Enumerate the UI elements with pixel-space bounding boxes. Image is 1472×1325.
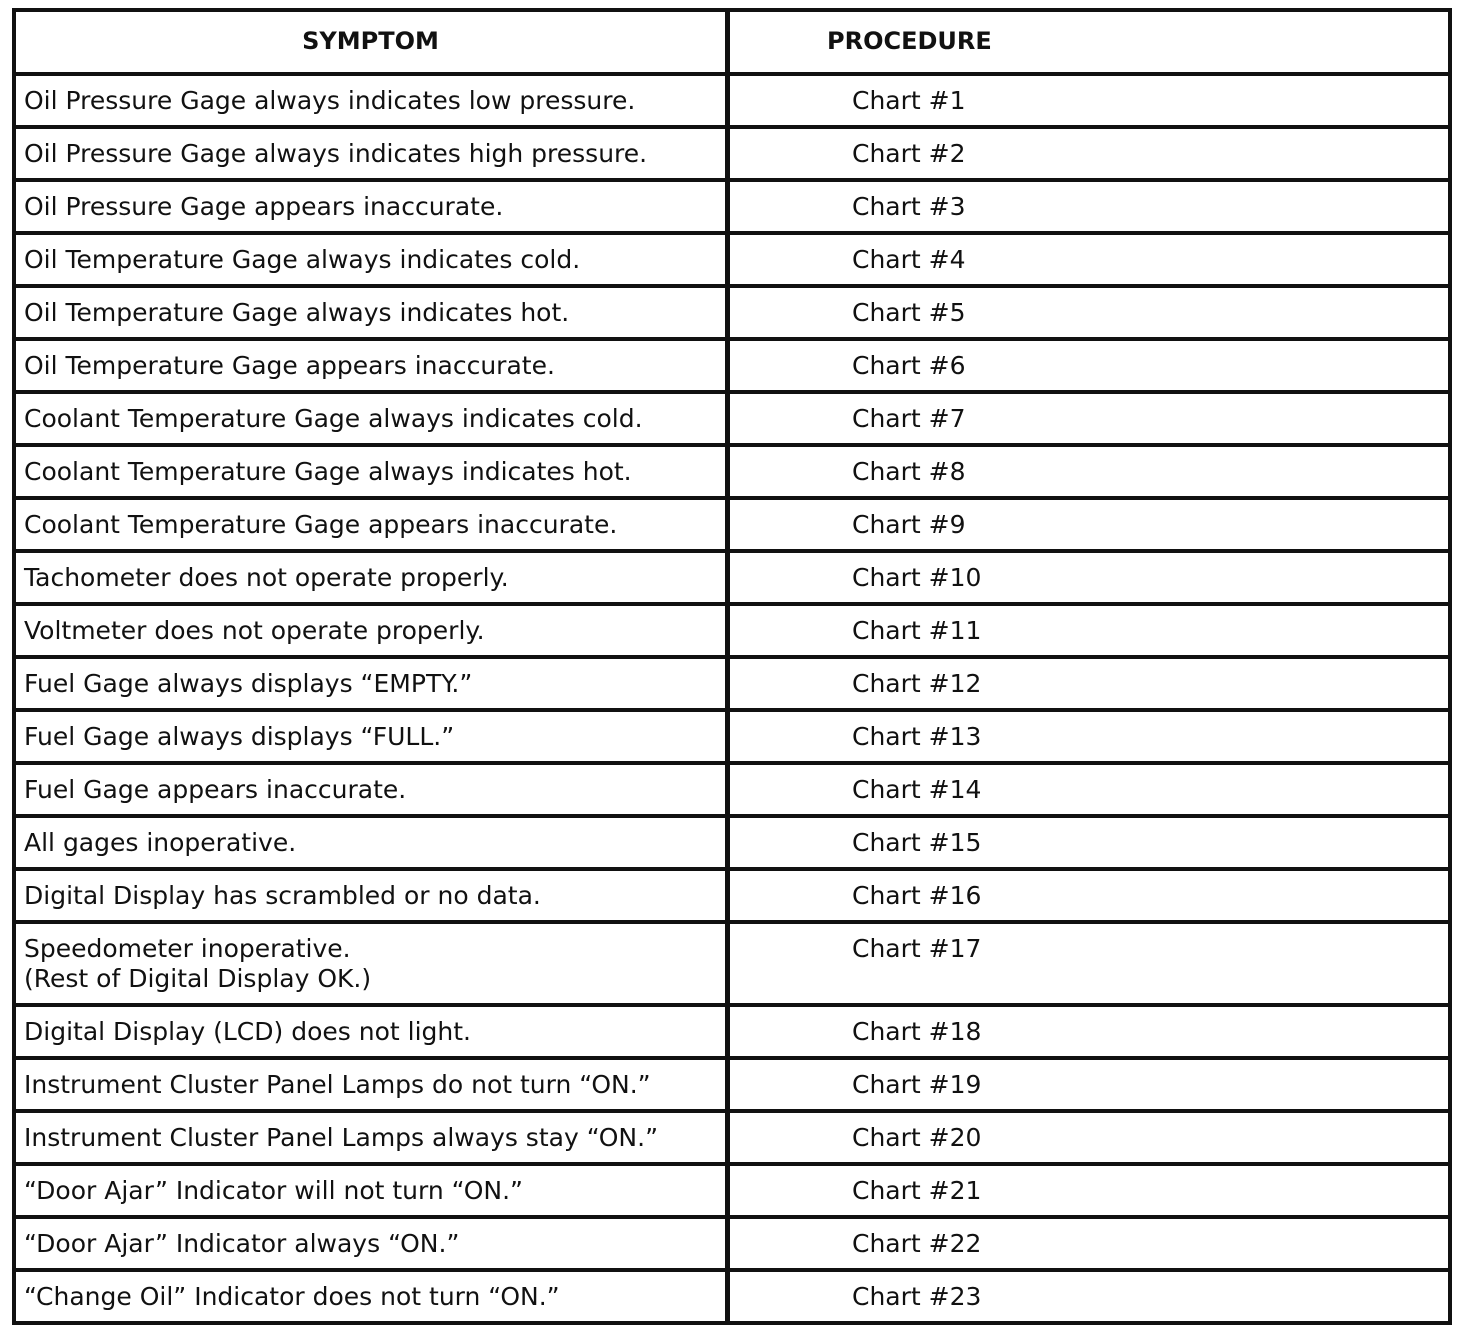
symptom-cell xyxy=(16,1060,730,1109)
procedure-column-header: PROCEDURE xyxy=(827,27,992,55)
symptom-cell xyxy=(16,1272,730,1321)
symptom-text: Speedometer inoperative. xyxy=(24,934,351,963)
table-row xyxy=(16,708,1448,761)
procedure-cell: Chart #22 xyxy=(852,1229,982,1258)
procedure-cell: Chart #21 xyxy=(852,1176,982,1205)
symptom-cell xyxy=(16,659,730,708)
symptom-cell xyxy=(16,712,730,761)
symptom-text: Digital Display has scrambled or no data. xyxy=(24,881,541,910)
symptom-text: Fuel Gage always displays “FULL.” xyxy=(24,722,455,751)
symptom-procedure-table xyxy=(12,8,1452,1325)
procedure-cell: Chart #1 xyxy=(852,86,966,115)
procedure-cell: Chart #23 xyxy=(852,1282,982,1311)
symptom-cell xyxy=(16,76,730,125)
procedure-cell: Chart #5 xyxy=(852,298,966,327)
symptom-text: Voltmeter does not operate properly. xyxy=(24,616,485,645)
table-row xyxy=(16,284,1448,337)
procedure-cell: Chart #12 xyxy=(852,669,982,698)
symptom-cell xyxy=(16,871,730,920)
procedure-cell: Chart #20 xyxy=(852,1123,982,1152)
symptom-cell xyxy=(16,447,730,496)
symptom-text: Digital Display (LCD) does not light. xyxy=(24,1017,471,1046)
symptom-cell xyxy=(16,235,730,284)
table-header-row xyxy=(16,12,1448,72)
symptom-text: Instrument Cluster Panel Lamps always stay “ON.” xyxy=(24,1123,659,1152)
symptom-cell xyxy=(16,553,730,602)
procedure-cell: Chart #14 xyxy=(852,775,982,804)
procedure-cell: Chart #7 xyxy=(852,404,966,433)
symptom-cell xyxy=(16,818,730,867)
procedure-cell: Chart #15 xyxy=(852,828,982,857)
procedure-cell: Chart #4 xyxy=(852,245,966,274)
symptom-cell xyxy=(16,765,730,814)
table-row xyxy=(16,337,1448,390)
symptom-text: Oil Pressure Gage always indicates low pressure. xyxy=(24,86,636,115)
table-row xyxy=(16,231,1448,284)
symptom-cell xyxy=(16,288,730,337)
symptom-cell xyxy=(16,129,730,178)
symptom-text: Instrument Cluster Panel Lamps do not turn “ON.” xyxy=(24,1070,651,1099)
table-body xyxy=(16,72,1448,1321)
table-row xyxy=(16,867,1448,920)
table-row xyxy=(16,814,1448,867)
procedure-cell: Chart #11 xyxy=(852,616,982,645)
table-row xyxy=(16,390,1448,443)
procedure-cell: Chart #3 xyxy=(852,192,966,221)
symptom-text: “Door Ajar” Indicator always “ON.” xyxy=(24,1229,460,1258)
symptom-cell xyxy=(16,500,730,549)
symptom-text: Oil Temperature Gage always indicates cold. xyxy=(24,245,581,274)
table-row xyxy=(16,1268,1448,1321)
symptom-cell xyxy=(16,606,730,655)
table-row xyxy=(16,496,1448,549)
symptom-text: (Rest of Digital Display OK.) xyxy=(24,964,372,993)
table-row xyxy=(16,655,1448,708)
table-row xyxy=(16,920,1448,1003)
symptom-text: Fuel Gage appears inaccurate. xyxy=(24,775,407,804)
symptom-cell xyxy=(16,182,730,231)
symptom-text: Coolant Temperature Gage always indicates cold. xyxy=(24,404,643,433)
table-row xyxy=(16,1003,1448,1056)
table-row xyxy=(16,1056,1448,1109)
procedure-cell: Chart #17 xyxy=(852,934,982,963)
procedure-cell: Chart #16 xyxy=(852,881,982,910)
symptom-cell xyxy=(16,1113,730,1162)
symptom-column-header: SYMPTOM xyxy=(16,12,730,72)
procedure-cell: Chart #13 xyxy=(852,722,982,751)
procedure-cell: Chart #2 xyxy=(852,139,966,168)
procedure-cell: Chart #19 xyxy=(852,1070,982,1099)
table-row xyxy=(16,72,1448,125)
symptom-text: Coolant Temperature Gage always indicates hot. xyxy=(24,457,632,486)
table-row xyxy=(16,1109,1448,1162)
table-row xyxy=(16,125,1448,178)
table-row xyxy=(16,178,1448,231)
table-row xyxy=(16,549,1448,602)
symptom-cell xyxy=(16,394,730,443)
table-row xyxy=(16,1215,1448,1268)
symptom-text: Oil Temperature Gage appears inaccurate. xyxy=(24,351,555,380)
symptom-text: “Change Oil” Indicator does not turn “ON.” xyxy=(24,1282,560,1311)
table-row xyxy=(16,443,1448,496)
table-row xyxy=(16,1162,1448,1215)
symptom-text: Oil Pressure Gage appears inaccurate. xyxy=(24,192,504,221)
procedure-cell: Chart #10 xyxy=(852,563,982,592)
symptom-text: All gages inoperative. xyxy=(24,828,297,857)
symptom-text: Tachometer does not operate properly. xyxy=(24,563,509,592)
table-row xyxy=(16,761,1448,814)
symptom-text: Fuel Gage always displays “EMPTY.” xyxy=(24,669,473,698)
procedure-cell: Chart #18 xyxy=(852,1017,982,1046)
symptom-cell xyxy=(16,924,730,1003)
symptom-text: Coolant Temperature Gage appears inaccurate. xyxy=(24,510,618,539)
procedure-cell: Chart #9 xyxy=(852,510,966,539)
table-row xyxy=(16,602,1448,655)
symptom-text: Oil Temperature Gage always indicates hot. xyxy=(24,298,570,327)
symptom-cell xyxy=(16,1007,730,1056)
symptom-cell xyxy=(16,1219,730,1268)
procedure-cell: Chart #6 xyxy=(852,351,966,380)
symptom-cell xyxy=(16,1166,730,1215)
symptom-text: “Door Ajar” Indicator will not turn “ON.” xyxy=(24,1176,523,1205)
symptom-text: Oil Pressure Gage always indicates high pressure. xyxy=(24,139,648,168)
procedure-cell: Chart #8 xyxy=(852,457,966,486)
symptom-cell xyxy=(16,341,730,390)
